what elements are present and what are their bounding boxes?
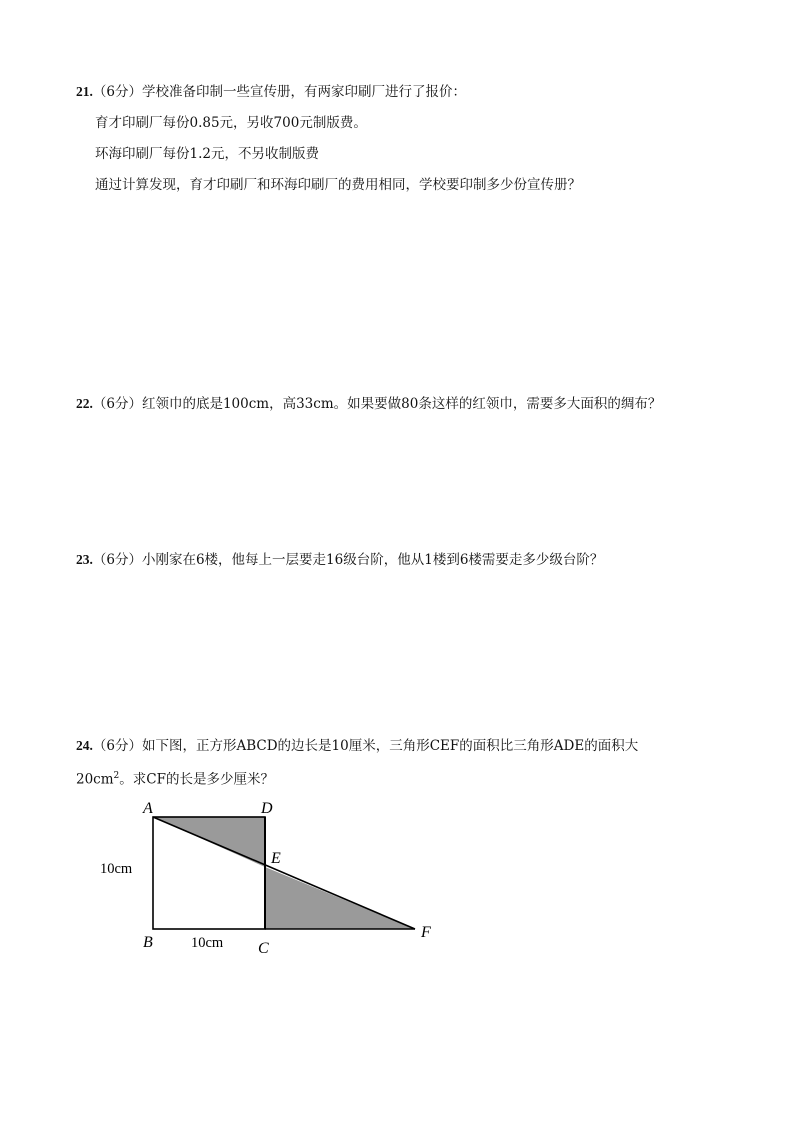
question-24-line-2-text: 。求CF的长是多少厘米？ bbox=[119, 771, 274, 788]
question-23-text: 小刚家在6楼，他每上一层要走16级台阶，他从1楼到6楼需要走多少级台阶？ bbox=[141, 552, 604, 568]
question-21-line-3: 通过计算发现，育才印刷厂和环海印刷厂的费用相同，学校要印制多少份宣传册？ bbox=[95, 177, 581, 193]
question-22-number: 22. bbox=[76, 396, 93, 411]
question-22-score: （6分） bbox=[92, 396, 142, 412]
side-label-bc: 10cm bbox=[191, 935, 224, 951]
question-23-number: 23. bbox=[76, 552, 93, 567]
point-label-f: F bbox=[421, 924, 431, 941]
question-24-score: （6分） bbox=[92, 738, 142, 754]
question-21-title bbox=[76, 82, 466, 102]
question-24-area-exponent: 2 bbox=[113, 771, 120, 781]
question-22-title bbox=[76, 394, 661, 414]
question-21-score: （6分） bbox=[92, 84, 142, 100]
question-24-number: 24. bbox=[76, 738, 93, 753]
question-24-line-2 bbox=[76, 766, 274, 790]
question-24-area-value: 20cm bbox=[76, 771, 114, 788]
question-22-text: 红领巾的底是100cm，高33cm。如果要做80条这样的红领巾，需要多大面积的绸布？ bbox=[141, 396, 662, 412]
question-21-text: 学校准备印制一些宣传册，有两家印刷厂进行了报价： bbox=[141, 84, 466, 100]
point-label-d: D bbox=[261, 800, 273, 817]
question-21-line-2: 环海印刷厂每份1.2元，不另收制版费 bbox=[95, 146, 319, 162]
point-label-e: E bbox=[271, 850, 281, 867]
question-24-title bbox=[76, 736, 638, 756]
question-24-text: 如下图，正方形ABCD的边长是10厘米，三角形CEF的面积比三角形ADE的面积大 bbox=[141, 738, 639, 754]
question-21-line-1: 育才印刷厂每份0.85元，另收700元制版费。 bbox=[95, 115, 367, 131]
question-21-number: 21. bbox=[76, 84, 93, 99]
side-label-ab: 10cm bbox=[100, 861, 133, 877]
question-23-score: （6分） bbox=[92, 552, 142, 568]
question-23-title bbox=[76, 550, 603, 570]
point-label-b: B bbox=[143, 934, 153, 951]
point-label-c: C bbox=[258, 940, 269, 957]
geometry-figure bbox=[95, 795, 445, 965]
point-label-a: A bbox=[143, 800, 153, 817]
